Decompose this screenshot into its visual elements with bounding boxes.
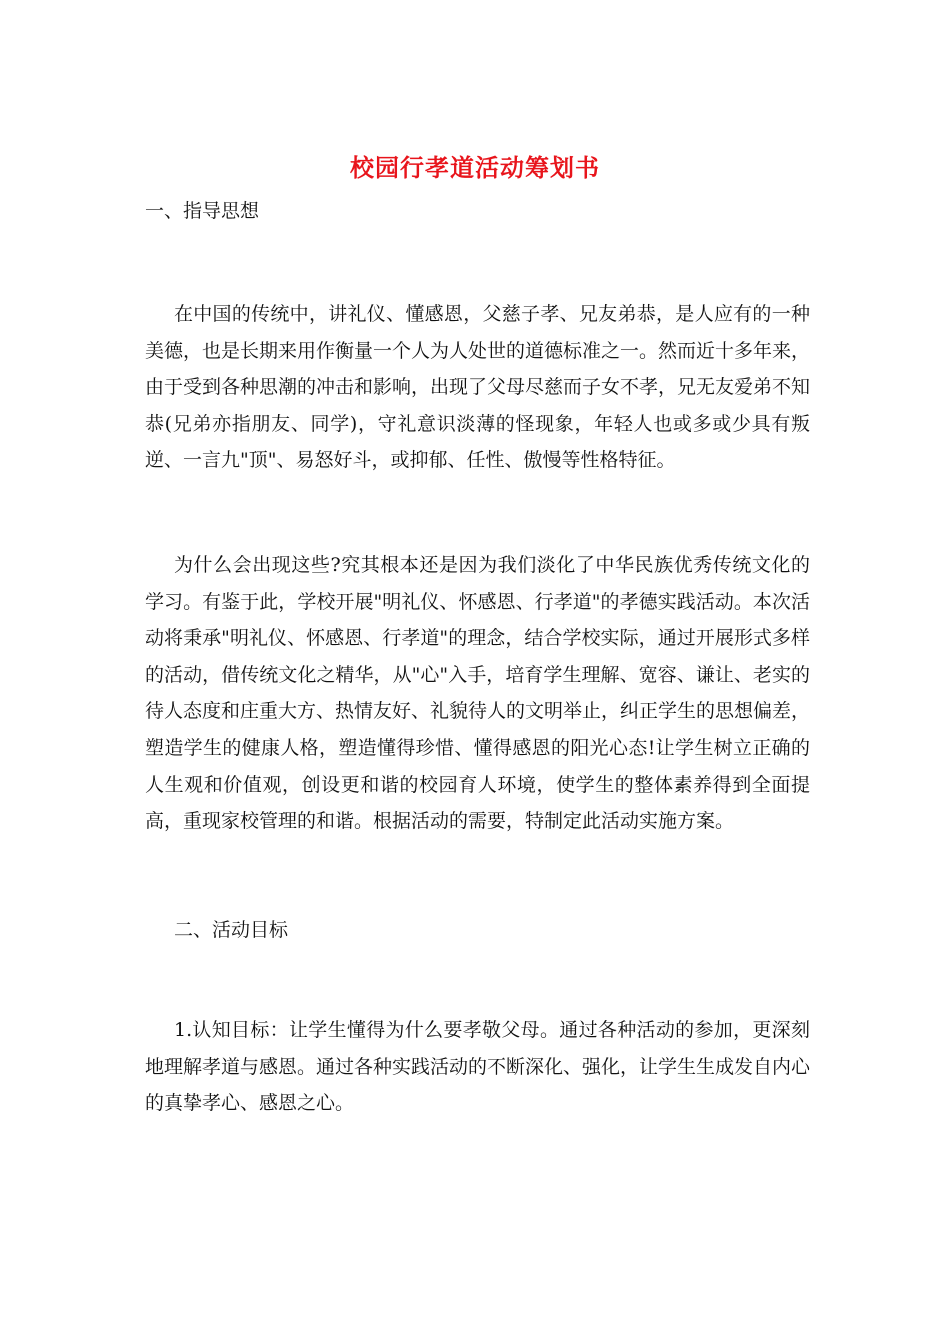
section-heading-activity-goals: 二、活动目标 (174, 919, 289, 941)
paragraph-cognitive-goal: 1.认知目标：让学生懂得为什么要孝敬父母。通过各种活动的参加，更深刻地理解孝道与感恩。通过各种实践活动的不断深化、强化，让学生生成发自内心的真挚孝心、感恩之心。 (145, 1019, 811, 1115)
section-heading-guiding-ideology: 一、指导思想 (145, 200, 260, 222)
paragraph-tradition: 在中国的传统中，讲礼仪、懂感恩，父慈子孝、兄友弟恭，是人应有的一种美德，也是长期来用作衡量一个人为人处世的道德标准之一。然而近十多年来，由于受到各种思潮的冲击和影响，出现了父母尽慈而子女不孝，兄无友爱弟不知恭(兄弟亦指朋友、同学)，守礼意识淡薄的怪现象，年轻人也或多或少具有叛逆、一言九"顶"、易怒好斗，或抑郁、任性、傲慢等性格特征。 (145, 303, 811, 472)
document-title: 校园行孝道活动筹划书 (350, 153, 600, 182)
paragraph-activity-purpose: 为什么会出现这些?究其根本还是因为我们淡化了中华民族优秀传统文化的学习。有鉴于此，学校开展"明礼仪、怀感恩、行孝道"的孝德实践活动。本次活动将秉承"明礼仪、怀感恩、行孝道"的理念，结合学校实际，通过开展形式多样的活动，借传统文化之精华，从"心"入手，培育学生理解、宽容、谦让、老实的待人态度和庄重大方、热情友好、礼貌待人的文明举止，纠正学生的思想偏差，塑造学生的健康人格，塑造懂得珍惜、懂得感恩的阳光心态!让学生树立正确的人生观和价值观，创设更和谐的校园育人环境，使学生的整体素养得到全面提高，重现家校管理的和谐。根据活动的需要，特制定此活动实施方案。 (145, 554, 811, 833)
